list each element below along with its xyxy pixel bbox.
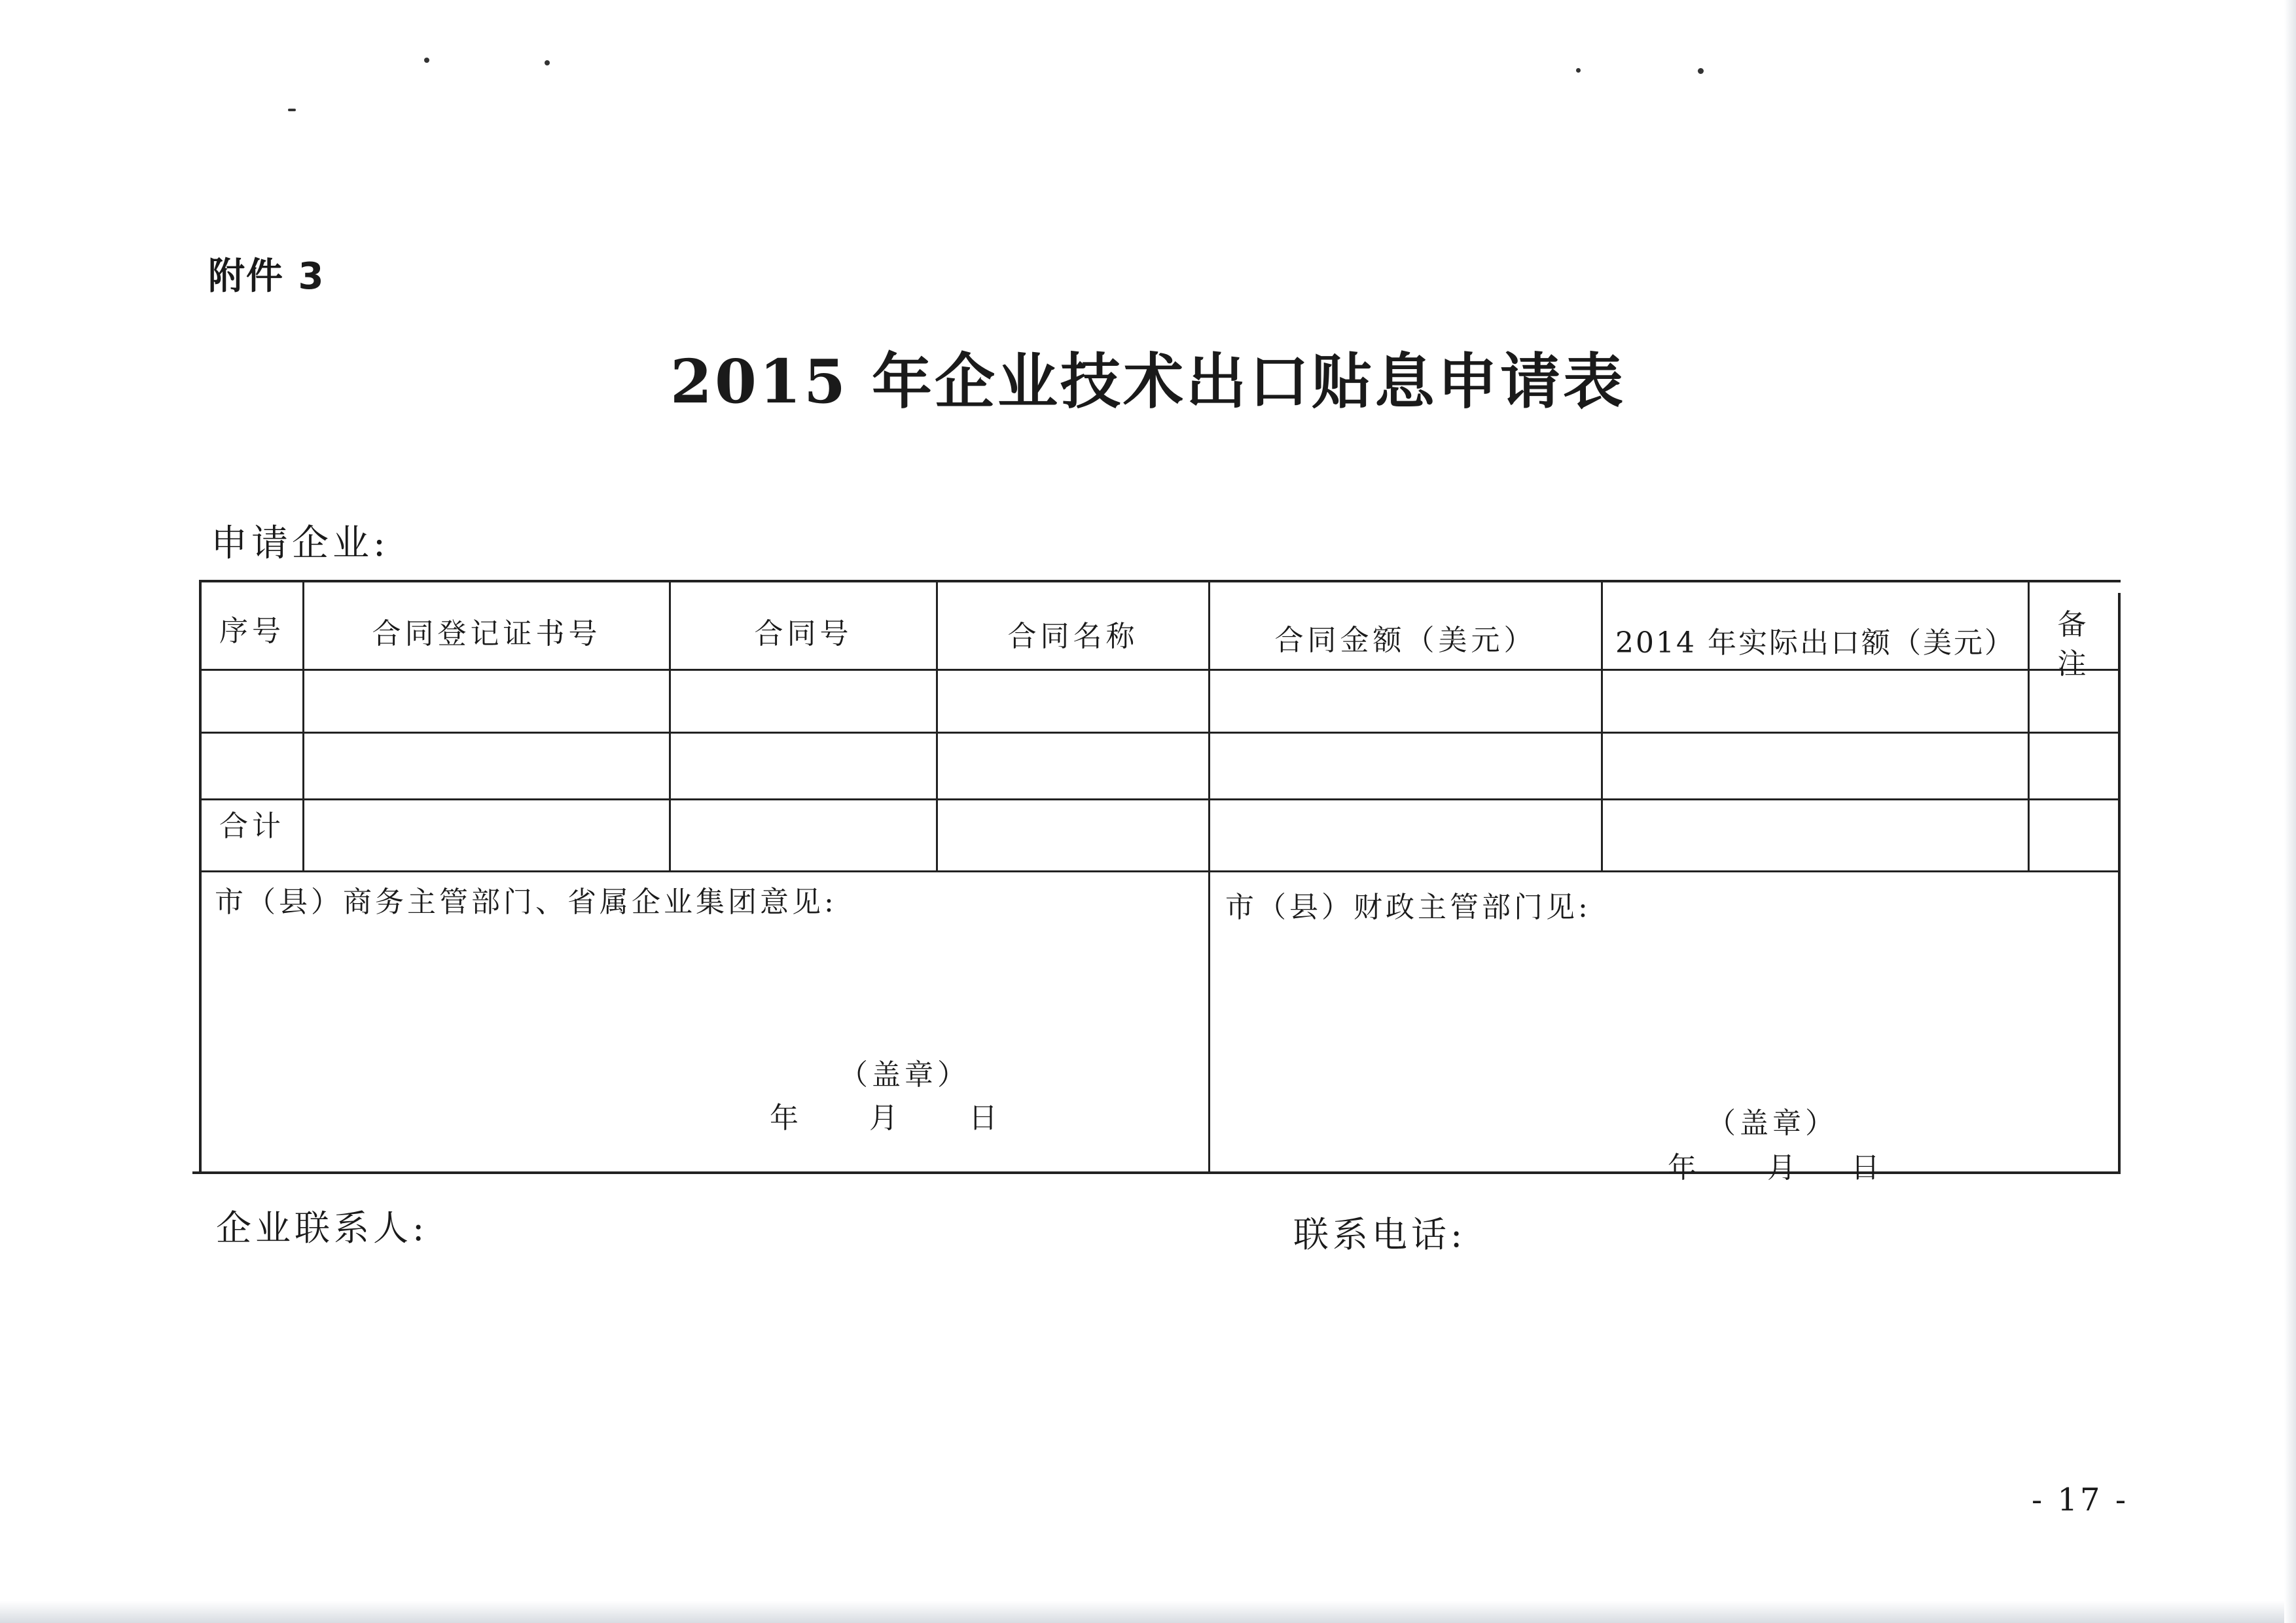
scan-speck <box>1576 68 1581 73</box>
applicant-company-label: 申请企业: <box>211 522 389 565</box>
commerce-dept-date-year: 年 <box>770 1101 802 1135</box>
finance-dept-seal: （盖章） <box>1707 1107 1838 1140</box>
col-header-contract-amount: 合同金额（美元） <box>1274 624 1537 657</box>
commerce-dept-opinion-label: 市（县）商务主管部门、省属企业集团意见: <box>215 885 837 919</box>
attachment-label: 附件 3 <box>208 255 325 298</box>
col-header-remark-line2: 注 <box>2057 647 2090 681</box>
finance-dept-date-day: 日 <box>1851 1151 1884 1185</box>
commerce-dept-date-day: 日 <box>969 1101 1001 1135</box>
col-header-registration-cert-no: 合同登记证书号 <box>372 617 601 651</box>
row-line-total <box>200 870 2121 872</box>
contact-phone-label: 联系电话: <box>1293 1214 1467 1255</box>
table-border-bottom <box>192 1171 2119 1174</box>
col-header-actual-export: 2014 年实际出口额（美元） <box>1615 626 2015 660</box>
document-title: 2015 年企业技术出口贴息申请表 <box>670 346 1626 417</box>
page-number: - 17 - <box>2032 1482 2129 1518</box>
col-header-contract-name: 合同名称 <box>1007 620 1139 653</box>
commerce-dept-seal: （盖章） <box>839 1058 970 1092</box>
finance-dept-date-year: 年 <box>1668 1151 1700 1185</box>
scan-speck <box>424 58 429 63</box>
total-row-label: 合计 <box>219 810 285 843</box>
row-line-2 <box>200 798 2121 800</box>
scan-speck <box>1698 68 1704 74</box>
scan-right-edge <box>2284 0 2296 1623</box>
finance-dept-date-month: 月 <box>1767 1151 1800 1185</box>
col-header-serial: 序号 <box>219 615 285 648</box>
col-line-4 <box>1208 581 1210 1173</box>
contact-person-label: 企业联系人: <box>216 1207 429 1249</box>
finance-dept-opinion-label: 市（县）财政主管部门见: <box>1225 891 1591 924</box>
scan-bottom-edge <box>0 1601 2296 1623</box>
col-header-remark-line1: 备 <box>2057 608 2090 641</box>
commerce-dept-date-month: 月 <box>869 1101 902 1135</box>
scan-speck <box>288 109 296 111</box>
scan-speck <box>545 60 550 65</box>
col-header-contract-no: 合同号 <box>754 617 853 651</box>
table-border-right <box>2118 593 2121 1174</box>
row-line-header <box>200 669 2121 671</box>
table-border-top <box>200 580 2121 582</box>
row-line-1 <box>200 732 2121 734</box>
